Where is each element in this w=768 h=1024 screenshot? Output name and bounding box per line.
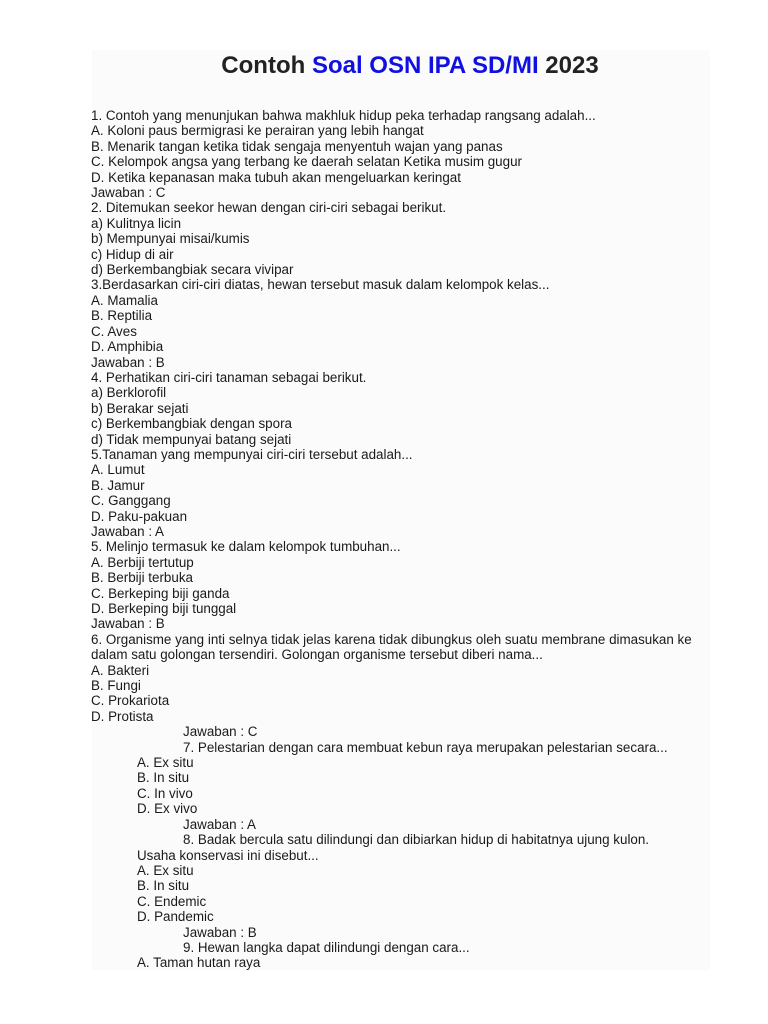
option-line: C. Berkeping biji ganda <box>91 585 230 601</box>
answer-line: Jawaban : A <box>91 523 164 539</box>
option-line: A. Bakteri <box>91 662 150 678</box>
trait-line: c) Berkembangbiak dengan spora <box>91 416 292 432</box>
option-line: B. Jamur <box>91 477 145 493</box>
question-line: 5.Tanaman yang mempunyai ciri-ciri tersebut adalah... <box>91 446 413 462</box>
option-line: D. Amphibia <box>91 339 164 355</box>
option-line: A. Ex situ <box>137 862 194 878</box>
question-line: 5. Melinjo termasuk ke dalam kelompok tumbuhan... <box>91 539 401 555</box>
answer-line: Jawaban : A <box>183 816 256 832</box>
trait-line: b) Berakar sejati <box>91 400 189 416</box>
question-line: Usaha konservasi ini disebut... <box>137 847 319 863</box>
option-line: B. Berbiji terbuka <box>91 570 193 586</box>
option-line: A. Koloni paus bermigrasi ke perairan yang lebih hangat <box>91 123 424 139</box>
option-line: A. Berbiji tertutup <box>91 554 194 570</box>
option-line: B. In situ <box>137 770 190 786</box>
option-line: B. Fungi <box>91 678 141 694</box>
question-line: 9. Hewan langka dapat dilindungi dengan cara... <box>183 939 470 955</box>
answer-line: Jawaban : B <box>91 354 165 370</box>
trait-line: d) Tidak mempunyai batang sejati <box>91 431 292 447</box>
title-highlight: Soal OSN IPA SD/MI <box>311 52 539 79</box>
trait-line: c) Hidup di air <box>91 246 174 262</box>
option-line: C. Prokariota <box>91 693 170 709</box>
trait-line: a) Kulitnya licin <box>91 215 182 231</box>
question-line: 2. Ditemukan seekor hewan dengan ciri-ciri sebagai berikut. <box>91 200 447 216</box>
option-line: B. Reptilia <box>91 308 153 324</box>
question-line: 7. Pelestarian dengan cara membuat kebun raya merupakan pelestarian secara... <box>183 739 668 755</box>
option-line: D. Paku-pakuan <box>91 508 188 524</box>
trait-line: a) Berklorofil <box>91 385 167 401</box>
option-line: C. Ganggang <box>91 493 171 509</box>
title-year: 2023 <box>538 52 599 79</box>
question-line: 1. Contoh yang menunjukan bahwa makhluk hidup peka terhadap rangsang adalah... <box>91 108 596 123</box>
trait-line: d) Berkembangbiak secara vivipar <box>91 262 294 278</box>
answer-line: Jawaban : B <box>183 924 257 940</box>
option-line: A. Lumut <box>91 462 145 478</box>
option-line: C. Endemic <box>137 893 207 909</box>
option-line: C. Kelompok angsa yang terbang ke daerah selatan Ketika musim gugur <box>91 154 522 170</box>
trait-line: b) Mempunyai misai/kumis <box>91 231 250 247</box>
option-line: D. Protista <box>91 708 154 724</box>
option-line: D. Pandemic <box>137 909 214 925</box>
answer-line: Jawaban : B <box>91 616 165 632</box>
option-line: D. Ex vivo <box>137 801 198 817</box>
title-prefix: Contoh <box>221 52 312 79</box>
option-line: D. Ketika kepanasan maka tubuh akan mengeluarkan keringat <box>91 169 461 185</box>
option-line: C. In vivo <box>137 785 193 801</box>
page-title <box>0 52 768 80</box>
option-line: A. Taman hutan raya <box>137 955 261 971</box>
option-line: B. In situ <box>137 878 190 894</box>
question-list <box>91 108 716 971</box>
question-line: 3.Berdasarkan ciri-ciri diatas, hewan tersebut masuk dalam kelompok kelas... <box>91 277 550 293</box>
answer-line: Jawaban : C <box>91 185 166 201</box>
option-line: B. Menarik tangan ketika tidak sengaja menyentuh wajan yang panas <box>91 138 503 154</box>
question-line: 8. Badak bercula satu dilindungi dan dibiarkan hidup di habitatnya ujung kulon. <box>183 832 650 848</box>
option-line: D. Berkeping biji tunggal <box>91 601 237 616</box>
option-line: A. Ex situ <box>137 755 194 771</box>
answer-line: Jawaban : C <box>183 724 258 740</box>
option-line: C. Aves <box>91 323 137 339</box>
question-line: 4. Perhatikan ciri-ciri tanaman sebagai berikut. <box>91 369 367 385</box>
question-line: 6. Organisme yang inti selnya tidak jelas karena tidak dibungkus oleh suatu membrane dimasukan ke dalam satu golongan tersendiri. Golongan organisme tersebut diberi nama... <box>91 631 692 663</box>
option-line: A. Mamalia <box>91 292 158 308</box>
